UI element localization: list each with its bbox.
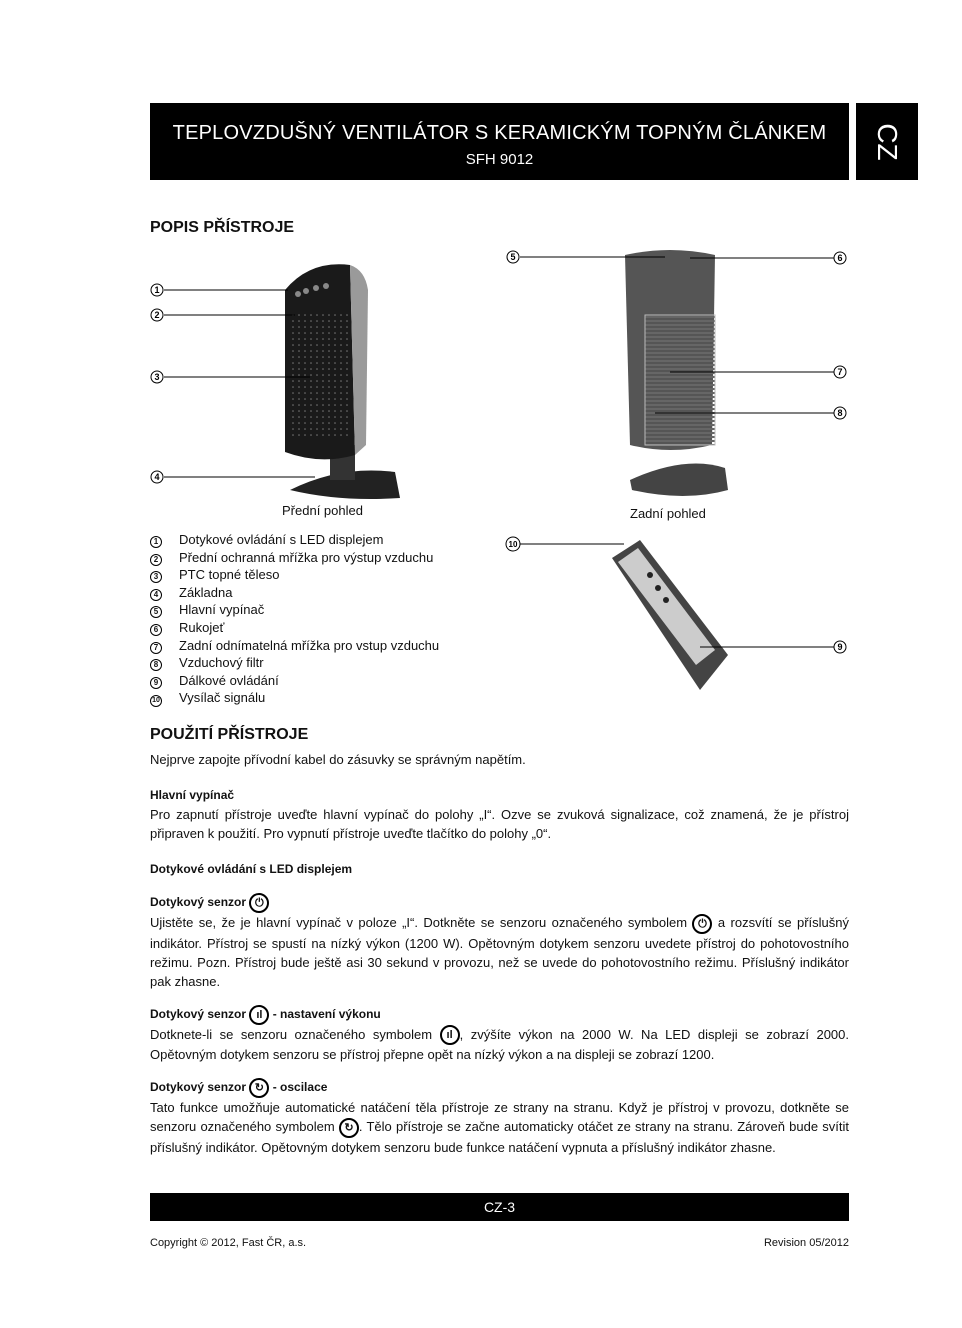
legend-item: 9 Dálkové ovládání [150,672,439,690]
section-title-usage: POUŽITÍ PŘÍSTROJE [150,726,309,743]
oscillation-icon: ↻ [339,1118,359,1138]
oscillation-sensor-text: Tato funkce umožňuje automatické natáčení těla přístroje ze strany na stranu. Když je přístroj v provozu, dotkněte se senzoru označeného symbolem ↻ . Tělo přístroje se začne automaticky otáčet ze strany na stranu. Zároveň bude svítit příslušný indikátor. Opětovným dotykem senzoru bude funkce natáčení vypnuta a příslušný indikátor zhasne. [150,1100,849,1155]
legend-item: 10 Vysílač signálu [150,689,439,707]
svg-text:3: 3 [154,372,160,382]
legend-item: 7 Zadní odnímatelná mřížka pro vstup vzduchu [150,637,439,655]
legend-item: 8 Vzduchový filtr [150,654,439,672]
oscillation-sensor-heading: Dotykový senzor ↻ - oscilace [150,1078,849,1098]
language-tab [856,103,918,180]
output-level-icon: ıl [249,1005,269,1025]
svg-text:4: 4 [154,472,160,482]
output-level-icon: ıl [440,1025,460,1045]
svg-text:6: 6 [837,253,843,263]
power-sensor-heading: Dotykový senzor ⏻ [150,893,849,913]
parts-legend [150,531,439,707]
output-sensor-heading: Dotykový senzor ıl - nastavení výkonu [150,1005,849,1025]
oscillation-icon: ↻ [249,1078,269,1098]
touch-control-heading: Dotykové ovládání s LED displejem [150,862,353,876]
remote-control-illustration [500,530,860,700]
output-sensor-text: Dotknete-li se senzoru označeného symbolem ıl , zvýšíte výkon na 2000 W. Na LED displeji se zobrazí 2000. Opětovným dotykem senzoru se přístroj přepne opět na nízký výkon a na displeji se zobrazí 1200. [150,1026,850,1063]
front-view-illustration [285,264,400,499]
page-number-bar: CZ-3 [150,1193,849,1221]
back-view-caption: Zadní pohled [630,506,706,521]
legend-item: 1 Dotykové ovládání s LED displejem [150,531,439,549]
revision: Revision 05/2012 [763,1237,849,1249]
copyright: Copyright © 2012, Fast ČR, a.s. [150,1237,307,1249]
svg-text:10: 10 [508,540,518,549]
legend-item: 3 PTC topné těleso [150,566,439,584]
document-title: TEPLOVZDUŠNÝ VENTILÁTOR S KERAMICKÝM TOPNÝM ČLÁNKEM [172,122,827,144]
svg-text:9: 9 [837,642,843,652]
svg-text:7: 7 [837,367,843,377]
svg-text:5: 5 [510,252,516,262]
model-number: SFH 9012 [465,151,534,168]
legend-item: 2 Přední ochranná mřížka pro výstup vzduchu [150,549,439,567]
language-code: CZ [872,122,903,161]
front-view-caption: Přední pohled [282,503,363,518]
callout-lines [164,257,834,477]
power-icon: ⏻ [692,914,712,934]
callout-numbers [151,251,846,483]
intro-text: Nejprve zapojte přívodní kabel do zásuvky se správným napětím. [150,752,526,767]
svg-text:1: 1 [154,285,160,295]
product-illustrations [140,240,860,540]
power-sensor-text: Ujistěte se, že je hlavní vypínač v poloze „I“. Dotkněte se senzoru označeného symbolem ⏻ a rozsvítí se příslušný indikátor. Přístroj se spustí na nízký výkon (1200 W). Opětovným dotykem senzoru uvedete přístroj do pohotovostního režimu. Pozn. Přístroj bude ještě asi 30 sekund v provozu, než se uvede do pohotovostního režimu. Příslušný indikátor pak zhasne. [150,915,849,989]
power-icon: ⏻ [249,893,269,913]
legend-item: 5 Hlavní vypínač [150,601,439,619]
usage-section [150,726,849,1157]
document-header [150,103,849,180]
legend-item: 6 Rukojeť [150,619,439,637]
main-switch-text: Pro zapnutí přístroje uveďte hlavní vypínač do polohy „I“. Ozve se zvuková signalizace, což znamená, že je přístroj připraven k použití. Pro vypnutí přístroje uveďte tlačítko do polohy „0“. [150,807,849,841]
section-title-description: POPIS PŘÍSTROJE [150,219,295,236]
legend-item: 4 Základna [150,584,439,602]
main-switch-heading: Hlavní vypínač [150,788,235,802]
back-view-illustration [625,250,728,496]
svg-text:8: 8 [837,408,843,418]
svg-text:2: 2 [154,310,160,320]
